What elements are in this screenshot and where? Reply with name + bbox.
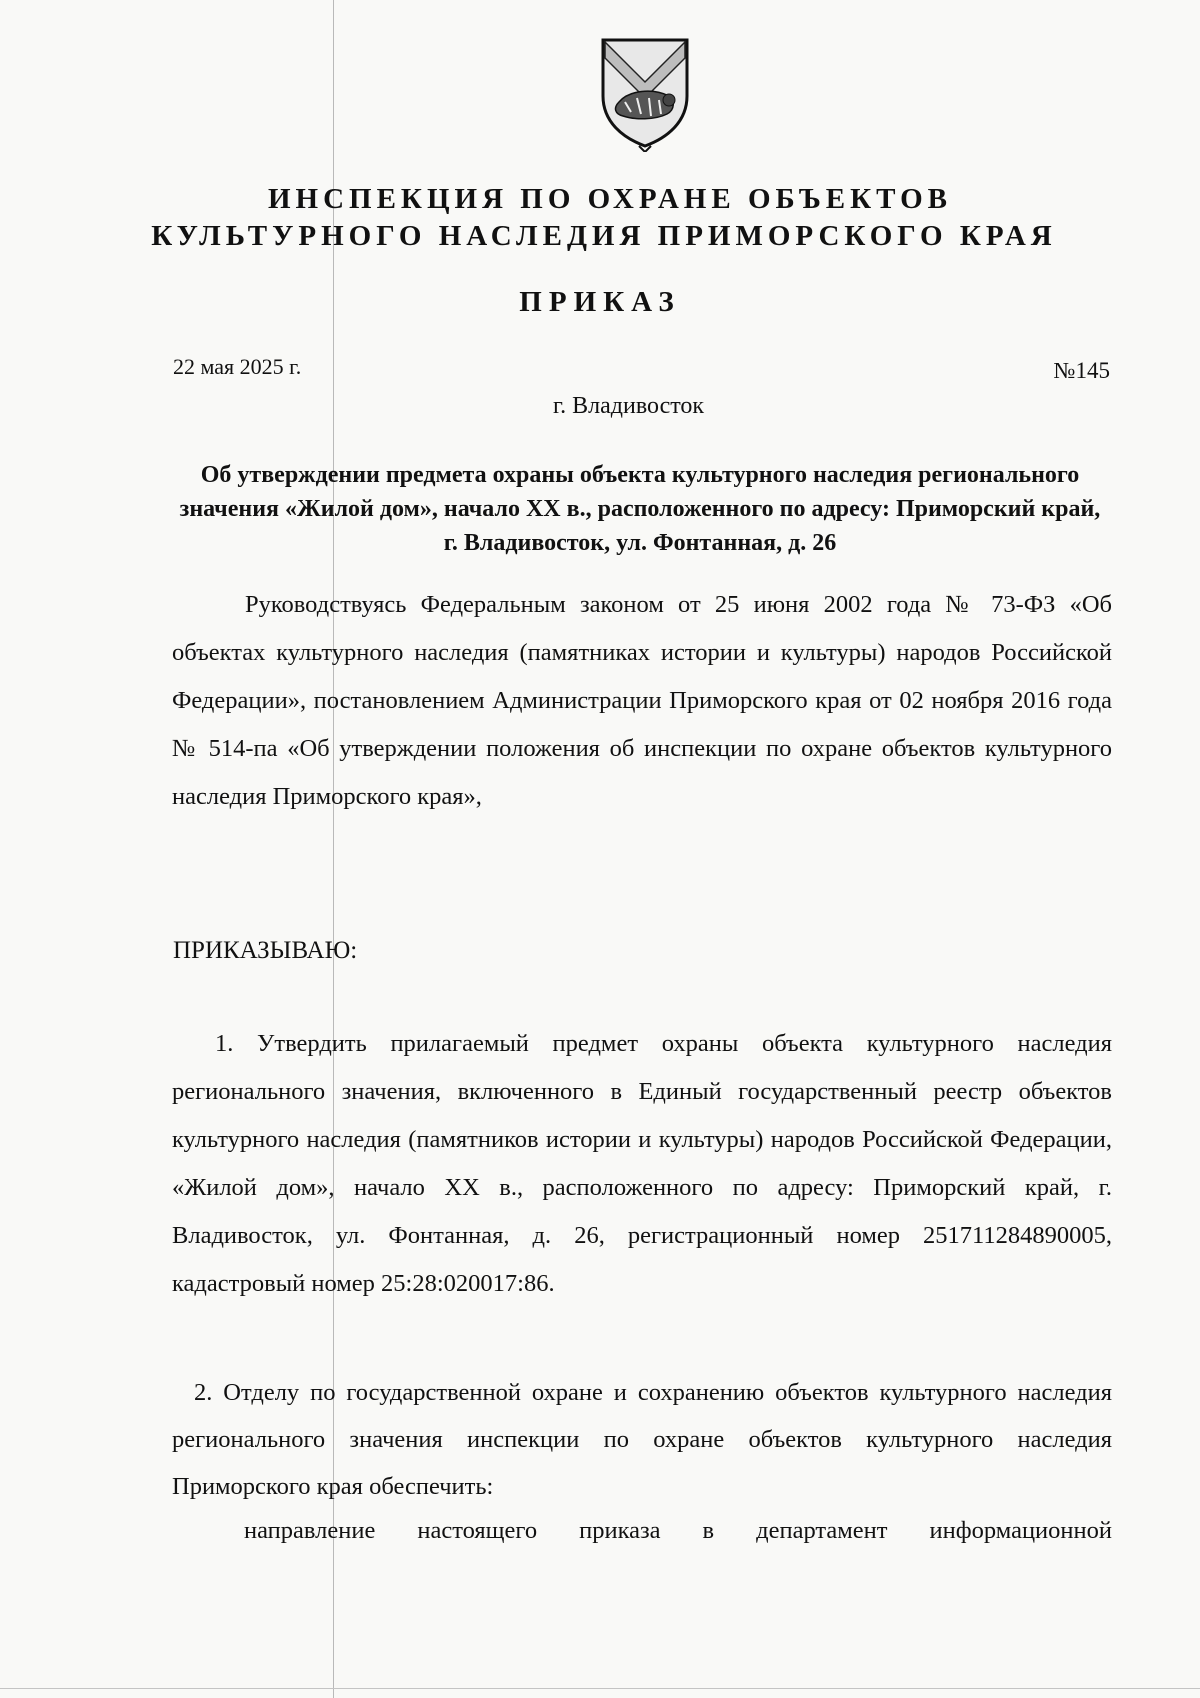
coat-of-arms-icon	[595, 36, 695, 152]
order-heading: ПРИКАЗЫВАЮ:	[173, 937, 358, 964]
organization-name-line2: КУЛЬТУРНОГО НАСЛЕДИЯ ПРИМОРСКОГО КРАЯ	[151, 220, 1057, 252]
order-item-1: 1. Утвердить прилагаемый предмет охраны объекта культурного наследия регионального значения, включенного в Единый государственный реестр объектов культурного наследия (памятников истории и культуры) народов Российской Федерации, «Жилой дом», начало XX в., расположенного по адресу: Приморский край, г. Владивосток, ул. Фонтанная, д. 26, регистрационный номер 251711284890005, кадастровый номер 25:28:020017:86.	[172, 1030, 1112, 1297]
document-type-title: ПРИКАЗ	[519, 286, 681, 318]
document-city: г. Владивосток	[553, 393, 705, 419]
scan-bottom-edge	[0, 1688, 1200, 1689]
preamble-paragraph: Руководствуясь Федеральным законом от 25 июня 2002 года № 73-ФЗ «Об объектах культурного наследия (памятниках истории и культуры) народов Российской Федерации», постановлением Администрации Приморского края от 02 ноября 2016 года № 514-па «Об утверждении положения об инспекции по охране объектов культурного наследия Приморского края»,	[172, 591, 1112, 810]
document-subject: Об утверждении предмета охраны объекта культурного наследия регионального значения «Жилой дом», начало XX в., расположенного по адресу: Приморский край, г. Владивосток, ул. Фонтанная, д. 26	[179, 462, 1101, 556]
organization-name-line1: ИНСПЕКЦИЯ ПО ОХРАНЕ ОБЪЕКТОВ	[267, 183, 953, 215]
document-date: 22 мая 2025 г.	[173, 354, 302, 379]
document-number: №145	[1053, 358, 1110, 383]
order-item-2-subitem: направление настоящего приказа в департамент информационной	[244, 1517, 1112, 1544]
order-item-2: 2. Отделу по государственной охране и сохранению объектов культурного наследия регионального значения инспекции по охране объектов культурного наследия Приморского края обеспечить:	[172, 1379, 1112, 1500]
